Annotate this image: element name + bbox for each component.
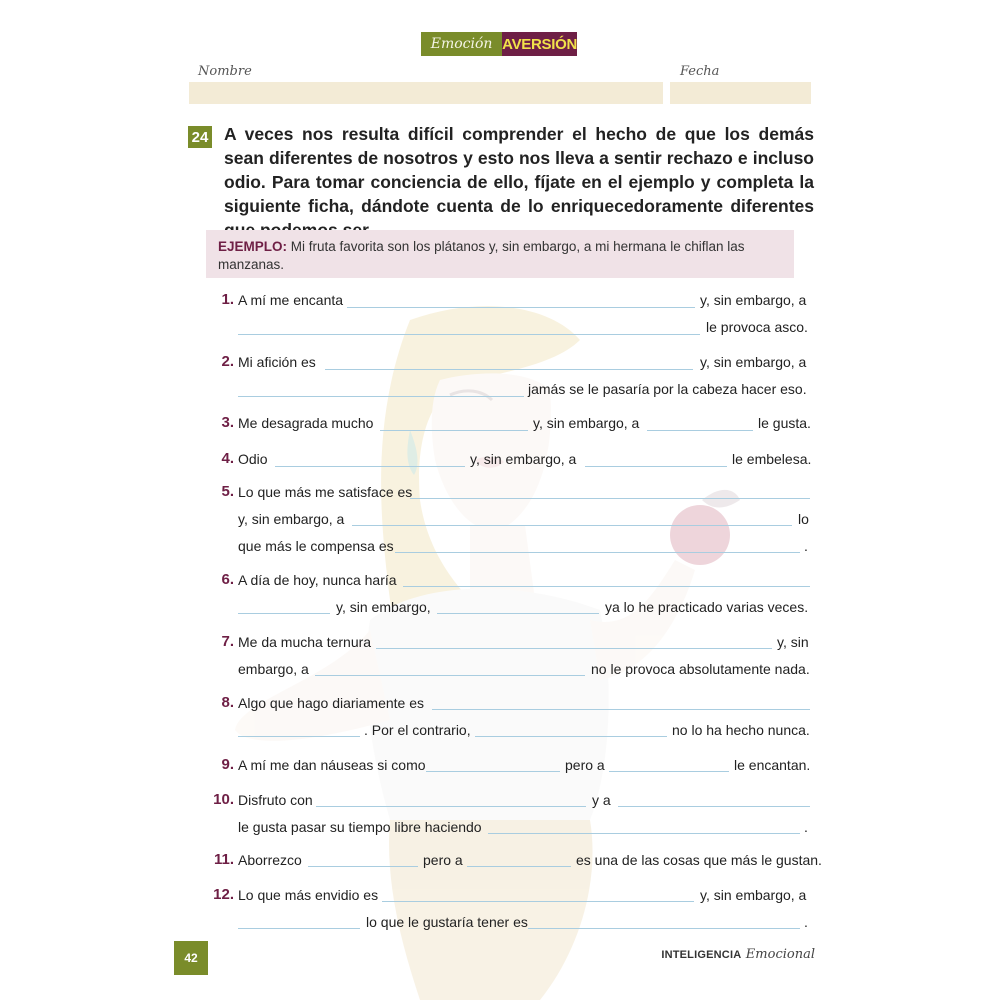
answer-line[interactable] [325,369,693,370]
answer-line[interactable] [238,396,524,397]
item-number: 9. [221,756,234,773]
item-text: Odio [238,451,268,467]
item-text: A mí me encanta [238,292,344,308]
item-text: Algo que hago diariamente es [238,695,425,711]
item-text: y a [592,792,611,808]
item-text: Aborrezco [238,852,302,868]
answer-line[interactable] [403,586,810,587]
answer-line[interactable] [395,552,800,553]
item-text: pero a [423,852,463,868]
exercise-instruction: A veces nos resulta difícil comprender el hecho de que los demás sean diferentes de nosotros y esto nos lleva a sentir rechazo e incluso odio. Para tomar conciencia de ello, fíjate en el ejemplo y completa la siguiente ficha, dándote cuenta de lo enriquecedoramente diferentes [224,124,814,216]
emotion-label: Emoción [421,32,502,56]
item-text: Mi afición es [238,354,316,370]
item-number: 11. [213,851,234,868]
answer-line[interactable] [238,334,700,335]
answer-line[interactable] [467,866,571,867]
answer-line[interactable] [528,928,800,929]
answer-line[interactable] [316,806,586,807]
item-text: le gusta pasar su tiempo libre haciendo [238,819,482,835]
item-text: Me desagrada mucho [238,415,374,431]
answer-line[interactable] [238,613,330,614]
item-number: 4. [221,450,234,467]
item-text: Disfruto con [238,792,313,808]
answer-line[interactable] [647,430,753,431]
item-text: y, sin embargo, a [700,354,807,370]
item-text: Lo que más me satisface es [238,484,413,500]
answer-line[interactable] [432,709,810,710]
emotion-title-banner [421,32,577,56]
item-text: pero a [565,757,605,773]
item-text: . [804,819,808,835]
item-text: y, sin embargo, a [533,415,640,431]
item-text: no le provoca absolutamente nada. [591,661,810,677]
footer-brand-bold: INTELIGENCIA [661,949,742,961]
item-number: 1. [221,291,234,308]
answer-line[interactable] [376,648,772,649]
item-text: lo [798,511,809,527]
item-text: . [804,538,808,554]
answer-line[interactable] [410,498,810,499]
name-field[interactable] [189,82,663,104]
example-label: EJEMPLO: [218,239,288,254]
answer-line[interactable] [475,736,667,737]
date-label: Fecha [680,64,720,79]
answer-line[interactable] [238,736,360,737]
answer-line[interactable] [585,466,727,467]
item-text: y, sin embargo, a [700,887,807,903]
item-number: 7. [221,633,234,650]
item-text: y, sin embargo, [336,599,431,615]
item-text: y, sin embargo, a [238,511,345,527]
item-text: le provoca asco. [706,319,808,335]
answer-line[interactable] [488,833,800,834]
item-text: A mí me dan náuseas si como [238,757,426,773]
item-text: le embelesa. [732,451,812,467]
item-text: A día de hoy, nunca haría [238,572,397,588]
answer-line[interactable] [382,901,694,902]
date-field[interactable] [670,82,811,104]
page-number: 42 [174,941,208,975]
example-text: Mi fruta favorita son los plátanos y, sin embargo, a mi hermana le chiflan las manzanas. [218,239,745,272]
item-text: jamás se le pasaría por la cabeza hacer eso. [528,381,807,397]
item-number: 2. [221,353,234,370]
emotion-name: AVERSIÓN [502,32,577,56]
item-number: 8. [221,694,234,711]
item-text: que más le compensa es [238,538,394,554]
item-text: . Por el contrario, [364,722,471,738]
answer-line[interactable] [352,525,792,526]
item-text: lo que le gustaría tener es [366,914,528,930]
item-number: 10. [213,791,234,808]
footer-brand-script: Emocional [745,947,815,962]
item-text: es una de las cosas que más le gustan. [576,852,822,868]
item-number: 12. [213,886,234,903]
item-text: . [804,914,808,930]
item-number: 6. [221,571,234,588]
answer-line[interactable] [618,806,810,807]
answer-line[interactable] [275,466,465,467]
example-box [206,230,794,278]
item-text: y, sin [777,634,809,650]
item-text: Me da mucha ternura [238,634,372,650]
answer-line[interactable] [609,771,729,772]
answer-line[interactable] [380,430,528,431]
item-number: 3. [221,414,234,431]
item-text: le gusta. [758,415,811,431]
item-text: no lo ha hecho nunca. [672,722,810,738]
item-text: y, sin embargo, a [700,292,807,308]
answer-line[interactable] [437,613,599,614]
exercise-number: 24 [188,126,212,148]
item-text: le encantan. [734,757,811,773]
item-number: 5. [221,483,234,500]
answer-line[interactable] [238,928,360,929]
answer-line[interactable] [315,675,585,676]
name-label: Nombre [198,64,252,79]
item-text: Lo que más envidio es [238,887,379,903]
footer-brand [640,945,815,963]
answer-line[interactable] [426,771,560,772]
item-text: ya lo he practicado varias veces. [605,599,809,615]
answer-line[interactable] [308,866,418,867]
item-text: y, sin embargo, a [470,451,577,467]
answer-line[interactable] [347,307,695,308]
item-text: embargo, a [238,661,309,677]
